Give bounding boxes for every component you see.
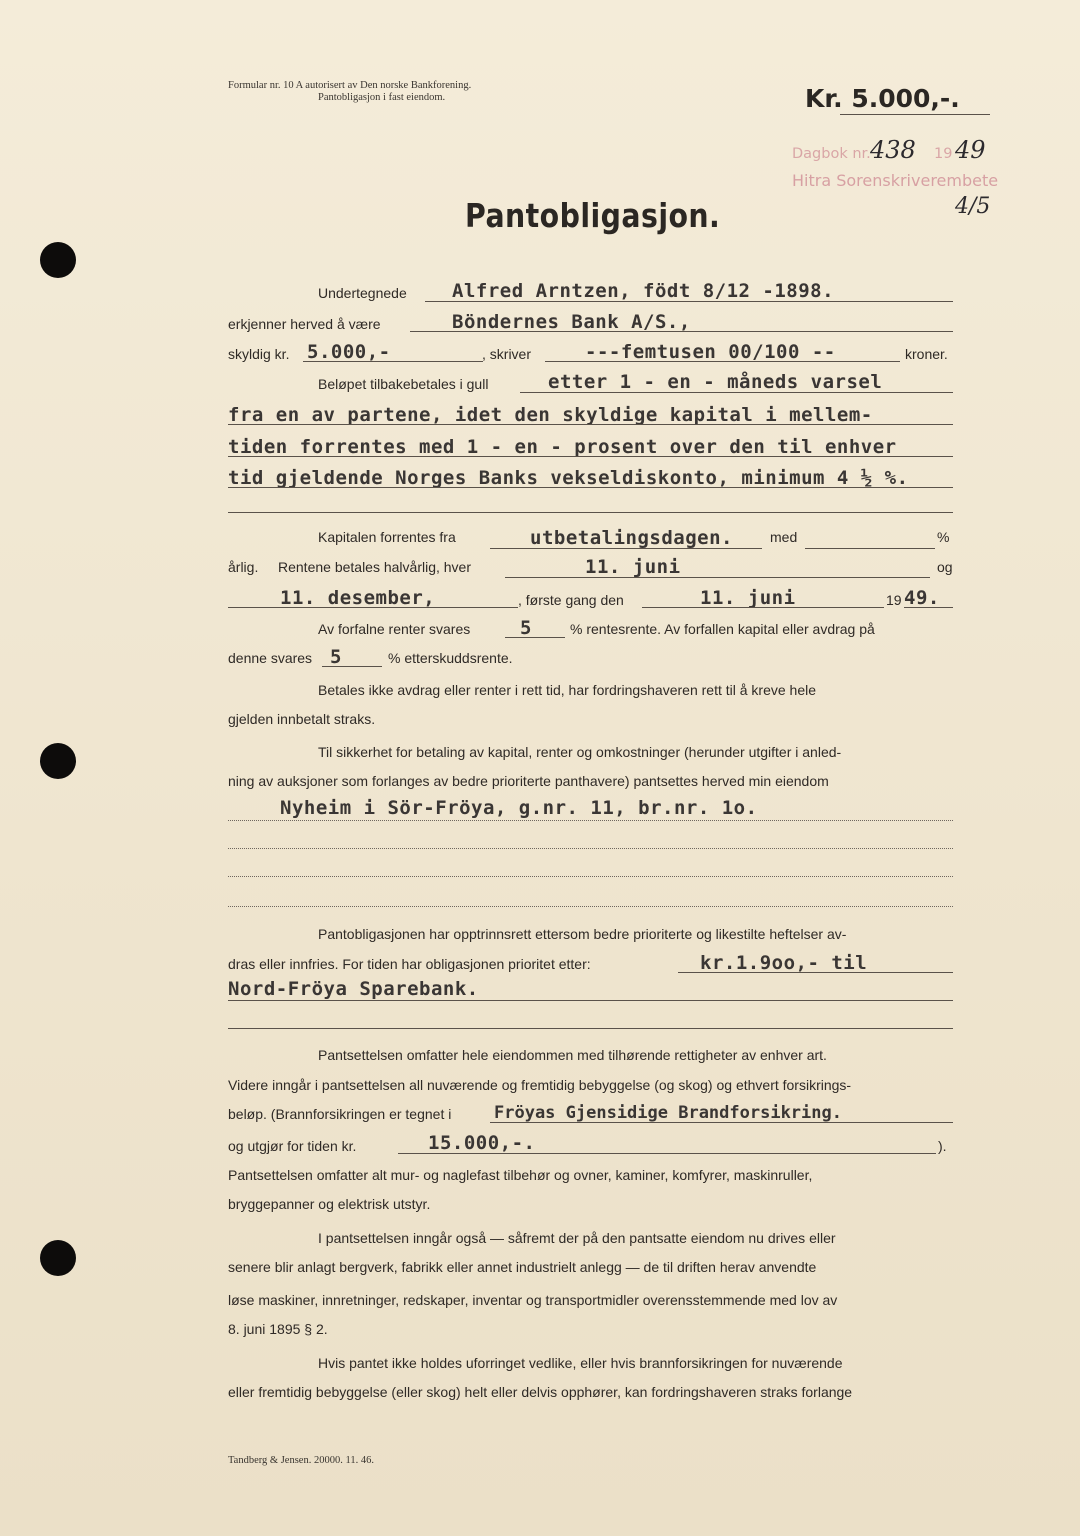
arlig-label: årlig. [228, 559, 259, 575]
industrial-clause: I pantsettelsen inngår også — såfremt der på den pantsatte eiendom nu drives eller [318, 1230, 836, 1246]
debtor-name: Alfred Arntzen, födt 8/12 -1898. [452, 280, 835, 302]
fixtures-clause-cont: bryggepanner og elektrisk utstyr. [228, 1196, 431, 1212]
industrial-clause-3: løse maskiner, innretninger, redskaper, inventar og transportmidler overensstemmende med lov av [228, 1292, 838, 1308]
document-title: Pantobligasjon. [465, 196, 721, 235]
industrial-clause-2: senere blir anlagt bergverk, fabrikk eller annet industrielt anlegg — de til driften herav anvendte [228, 1259, 817, 1275]
insurer-name: Fröyas Gjensidige Brandforsikring. [494, 1103, 842, 1123]
punch-hole [40, 743, 76, 779]
maintenance-clause: Hvis pantet ikke holdes uforringet vedlike, eller hvis brannforsikringen for nuværende [318, 1355, 843, 1371]
punch-hole [40, 242, 76, 278]
fixtures-clause: Pantsettelsen omfatter alt mur- og naglefast tilbehør og ovner, kaminer, komfyrer, maskinruller, [228, 1167, 813, 1183]
kapitalen-label: Kapitalen forrentes fra [318, 529, 456, 545]
prior-lien-holder: Nord-Fröya Sparebank. [228, 978, 479, 1000]
default-clause: Betales ikke avdrag eller renter i rett tid, har fordringshaveren rett til å kreve hele [318, 682, 817, 698]
punch-hole [40, 1240, 76, 1276]
compound-rate: 5 [520, 617, 532, 639]
scope-clause: Pantsettelsen omfatter hele eiendommen med tilhørende rettigheter av enhver art. [318, 1047, 827, 1063]
insured-amount-label: og utgjør for tiden kr. [228, 1138, 357, 1154]
og-label: og [937, 559, 953, 575]
maintenance-clause-cont: eller fremtidig bebyggelse (eller skog) helt eller delvis opphører, kan fordringshaveren straks forlange [228, 1384, 853, 1400]
interest-date-2: 11. desember, [280, 587, 436, 609]
first-payment-date: 11. juni [700, 587, 796, 609]
insured-amount: 15.000,-. [428, 1132, 536, 1154]
erkjenner-label: erkjenner herved å være [228, 316, 381, 332]
kroner-label: kroner. [905, 346, 948, 362]
rentesrente-label: % rentesrente. Av forfallen kapital eller avdrag på [570, 621, 875, 637]
amount-words: ---femtusen 00/100 -- [585, 341, 836, 363]
repayment-terms-1: etter 1 - en - måneds varsel [548, 371, 883, 393]
interest-date-1: 11. juni [585, 556, 681, 578]
creditor-name: Böndernes Bank A/S., [452, 311, 691, 333]
interest-from: utbetalingsdagen. [530, 527, 733, 549]
prior-lien-amount: kr.1.9oo,- til [700, 952, 868, 974]
first-payment-year: 49. [904, 587, 940, 609]
printer-footer: Tandberg & Jensen. 20000. 11. 46. [228, 1455, 374, 1466]
property-description: Nyheim i Sör-Fröya, g.nr. 11, br.nr. 1o. [280, 797, 758, 819]
forste-gang-label: , første gang den [518, 592, 624, 608]
priority-clause-cont: dras eller innfries. For tiden har obligasjonen prioritet etter: [228, 956, 591, 972]
journal-year: 49 [955, 136, 986, 164]
belopet-label: Beløpet tilbakebetales i gull [318, 376, 489, 392]
denne-label: denne svares [228, 650, 313, 666]
etterskudd-label: % etterskuddsrente. [388, 650, 513, 666]
journal-number: 438 [870, 136, 916, 164]
form-notice: Formular nr. 10 A autorisert av Den norske Bankforening. [228, 80, 472, 91]
scope-clause-cont: Videre inngår i pantsettelsen all nuværende og fremtidig bebyggelse (og skog) og ethvert forsikrings- [228, 1077, 852, 1093]
industrial-clause-4: 8. juni 1895 § 2. [228, 1321, 328, 1337]
repayment-terms-4: tid gjeldende Norges Banks vekseldiskonto, minimum 4 ½ %. [228, 467, 909, 489]
skriver-label: , skriver [482, 346, 531, 362]
form-subtitle: Pantobligasjon i fast eiendom. [318, 92, 446, 103]
arrears-rate: 5 [330, 646, 342, 668]
stamp-dagbok-label: Dagbok nr. [792, 146, 871, 162]
priority-clause: Pantobligasjonen har opptrinnsrett ettersom bedre prioriterte og likestilte heftelser av- [318, 926, 847, 942]
security-clause: Til sikkerhet for betaling av kapital, renter og omkostninger (herunder utgifter i anled- [318, 744, 842, 760]
percent-label: % [937, 529, 950, 545]
skyldig-label: skyldig kr. [228, 346, 290, 362]
undertegnede-label: Undertegnede [318, 285, 407, 301]
repayment-terms-2: fra en av partene, idet den skyldige kapital i mellem- [228, 404, 873, 426]
year-prefix: 19 [886, 592, 902, 608]
insurance-label: beløp. (Brannforsikringen er tegnet i [228, 1106, 452, 1122]
amount-number: 5.000,- [307, 341, 391, 363]
renter-label: Rentene betales halvårlig, hver [278, 559, 472, 575]
insured-amount-close: ). [938, 1138, 947, 1154]
security-clause-cont: ning av auksjoner som forlanges av bedre prioriterte panthavere) pantsettes herved min eiendom [228, 773, 829, 789]
date-mark: 4/5 [955, 194, 991, 219]
repayment-terms-3: tiden forrentes med 1 - en - prosent over den til enhver [228, 436, 897, 458]
default-clause-cont: gjelden innbetalt straks. [228, 711, 376, 727]
stamp-year-prefix: 19 [934, 146, 953, 162]
stamp-office: Hitra Sorenskriverembete [792, 171, 999, 190]
med-label: med [770, 529, 798, 545]
amount-heading: Kr. 5.000,-. [805, 84, 960, 113]
forfalne-label: Av forfalne renter svares [318, 621, 471, 637]
